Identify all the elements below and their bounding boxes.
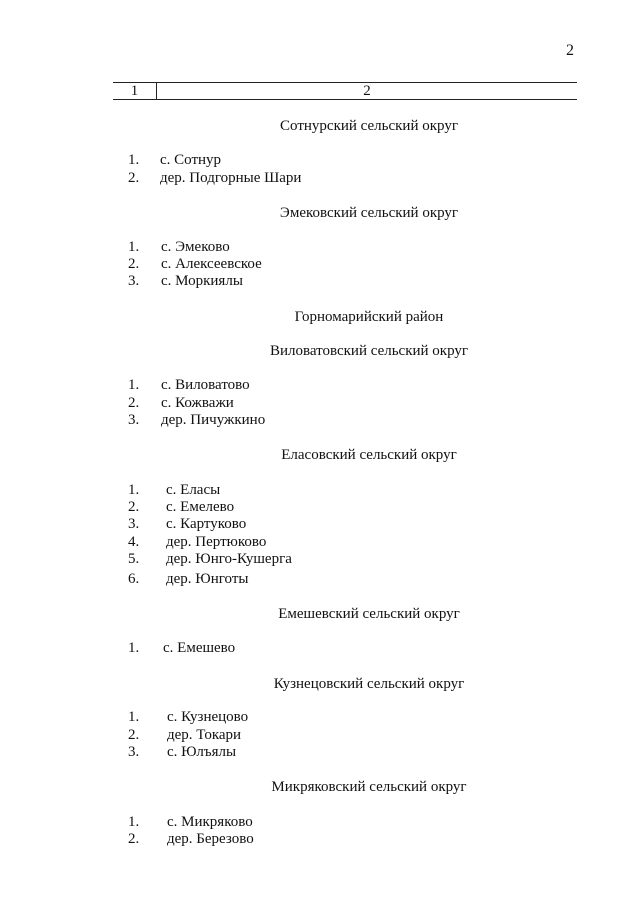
list-item-number: 1.	[128, 482, 140, 498]
list-item-text: с. Алексеевское	[161, 256, 262, 272]
list-item-text: дер. Березово	[167, 831, 254, 847]
list-item-number: 1.	[128, 709, 140, 725]
list-item-number: 1.	[128, 640, 140, 656]
list-item-number: 2.	[128, 256, 140, 272]
section-heading: Эмековский сельский округ	[279, 205, 459, 221]
list-item-number: 2.	[128, 395, 140, 411]
list-item-text: с. Моркиялы	[161, 273, 243, 289]
section-heading: Кузнецовский сельский округ	[273, 676, 465, 692]
section-heading: Емешевский сельский округ	[278, 606, 460, 622]
list-item-text: с. Сотнур	[160, 152, 222, 168]
list-item-number: 4.	[128, 534, 140, 550]
list-item-number: 3.	[128, 273, 140, 289]
table-header	[113, 82, 577, 100]
list-item-text: дер. Пичужкино	[161, 412, 266, 428]
district-heading: Горномарийский район	[294, 309, 444, 325]
list-item-number: 2.	[128, 727, 140, 743]
list-item-text: дер. Токари	[167, 727, 242, 743]
list-item-text: дер. Подгорные Шари	[160, 170, 302, 186]
list-item-text: дер. Юнготы	[166, 571, 249, 587]
list-item-text: дер. Пертюково	[166, 534, 267, 550]
page-number: 2	[566, 42, 574, 59]
section-heading: Виловатовский сельский округ	[269, 343, 469, 359]
table-header-col1: 1	[130, 83, 139, 99]
list-item-number: 1.	[128, 152, 140, 168]
list-item-text: с. Кожважи	[161, 395, 234, 411]
list-item-number: 6.	[128, 571, 140, 587]
list-item-number: 1.	[128, 239, 140, 255]
list-item-text: с. Емешево	[163, 640, 236, 656]
list-item-number: 2.	[128, 831, 140, 847]
list-item-number: 1.	[128, 377, 140, 393]
list-item-number: 5.	[128, 551, 140, 567]
list-item-number: 2.	[128, 499, 140, 515]
section-heading: Сотнурский сельский округ	[280, 118, 458, 134]
list-item-number: 3.	[128, 516, 140, 532]
list-item-text: с. Еласы	[166, 482, 221, 498]
table-header-col2: 2	[363, 83, 371, 99]
list-item-number: 3.	[128, 744, 140, 760]
list-item-text: с. Виловатово	[161, 377, 250, 393]
list-item-number: 1.	[128, 814, 140, 830]
list-item-text: с. Эмеково	[161, 239, 230, 255]
list-item-text: дер. Юнго-Кушерга	[166, 551, 292, 567]
list-item-text: с. Емелево	[166, 499, 235, 515]
section-heading: Еласовский сельский округ	[281, 447, 457, 463]
list-item-text: с. Юлъялы	[167, 744, 237, 760]
list-item-number: 3.	[128, 412, 140, 428]
list-item-text: с. Микряково	[167, 814, 253, 830]
section-heading: Микряковский сельский округ	[271, 779, 467, 795]
list-item-text: с. Кузнецово	[167, 709, 249, 725]
list-item-text: с. Картуково	[166, 516, 247, 532]
list-item-number: 2.	[128, 170, 140, 186]
